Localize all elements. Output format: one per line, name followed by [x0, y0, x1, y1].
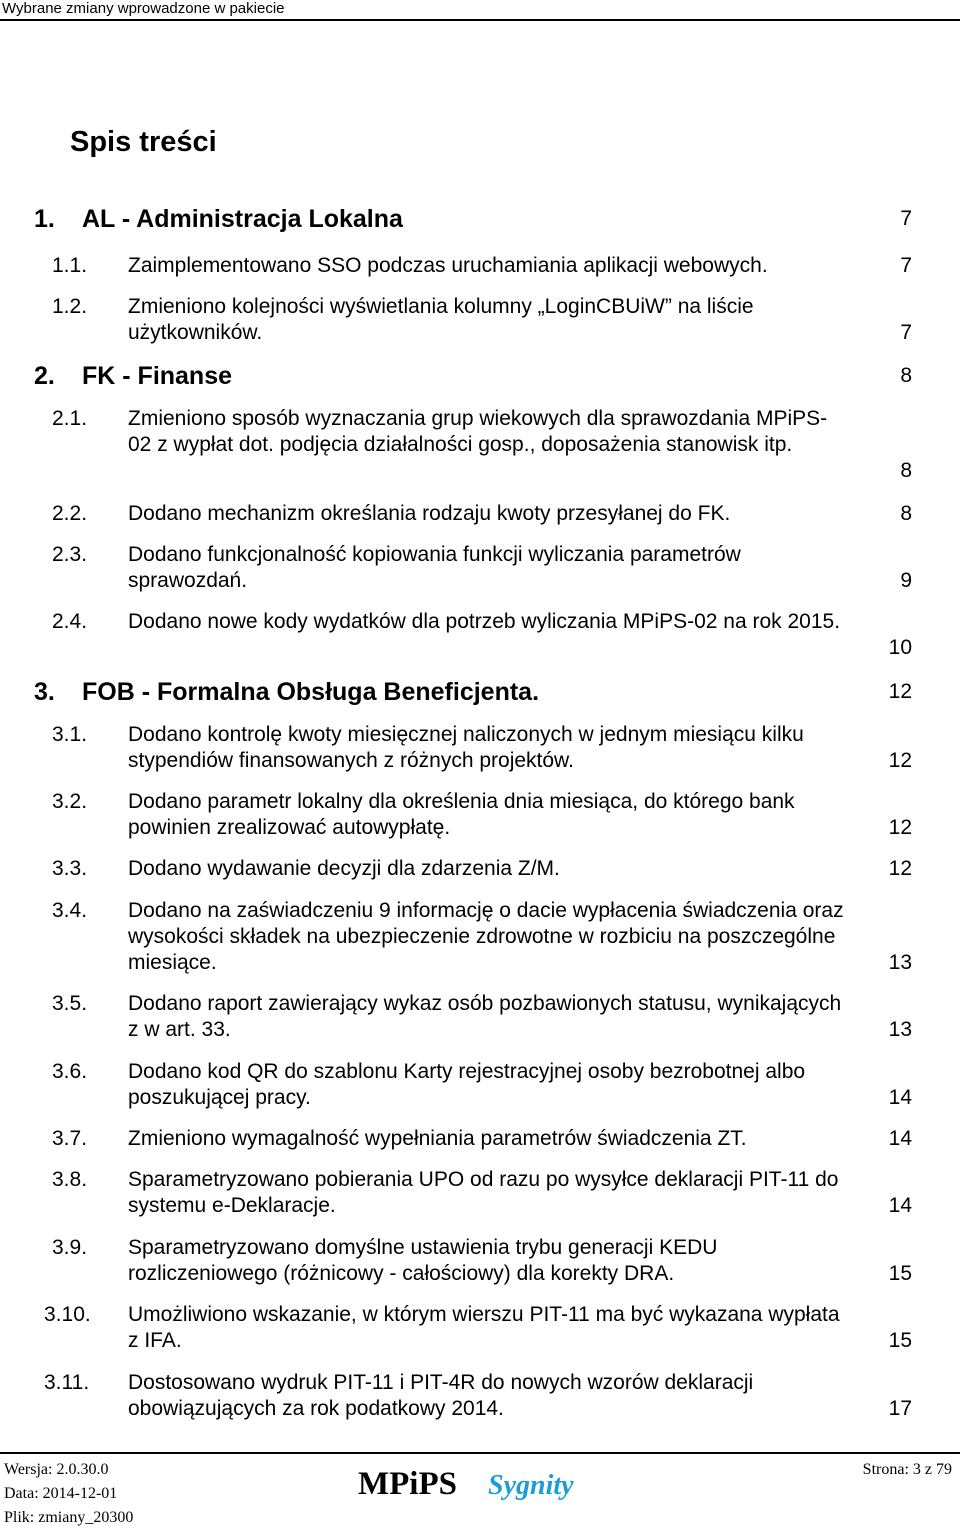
toc-entry-number: 3.9.: [52, 1236, 88, 1259]
toc-entry-text: AL - Administracja Lokalna: [82, 205, 403, 233]
toc-entry-text: Dodano kod QR do szablonu Karty rejestracyjnej osoby bezrobotnej albo poszukującej pracy.: [128, 1060, 806, 1109]
toc-entry-page: 10: [888, 636, 912, 659]
toc-entry-number: 3.4.: [52, 899, 88, 922]
toc-entry-page: 12: [888, 857, 912, 880]
toc-entry-text: Dostosowano wydruk PIT-11 i PIT-4R do nowych wzorów deklaracji obowiązujących za rok podatkowy 2014.: [128, 1371, 754, 1420]
toc-entry-page: 12: [888, 680, 912, 703]
toc-entry-page: 14: [888, 1086, 912, 1109]
header-divider: [0, 19, 960, 21]
toc-entry-text: Dodano funkcjonalność kopiowania funkcji wyliczania parametrów sprawozdań.: [128, 543, 741, 592]
toc-entry-number: 2.: [34, 362, 55, 390]
toc-entry-number: 1.2.: [52, 295, 88, 318]
page-header: [0, 0, 960, 22]
toc-entry-number: 1.: [34, 205, 55, 233]
toc-entry-number: 3.7.: [52, 1127, 88, 1150]
toc-entry-text: Dodano raport zawierający wykaz osób pozbawionych statusu, wynikających z w art. 33.: [128, 992, 842, 1041]
toc-entry-text: Dodano nowe kody wydatków dla potrzeb wyliczania MPiPS-02 na rok 2015.: [128, 610, 841, 633]
toc-entry-number: 2.4.: [52, 610, 88, 633]
toc-entry-text: Dodano na zaświadczeniu 9 informację o dacie wypłacenia świadczenia oraz wysokości składek na ubezpieczenie zdrowotne w rozbiciu na poszczególne miesiące.: [128, 899, 844, 974]
footer-file: Plik: zmiany_20300: [4, 1509, 134, 1526]
toc-entry-page: 7: [900, 207, 912, 230]
toc-entry-page: 12: [888, 749, 912, 772]
toc-entry-text: Umożliwiono wskazanie, w którym wierszu PIT-11 ma być wykazana wypłata z IFA.: [128, 1303, 840, 1352]
toc-entry-page: 13: [888, 951, 912, 974]
mpips-logo: MPiPS: [358, 1466, 457, 1502]
toc-entry-number: 3.1.: [52, 723, 88, 746]
toc-entry-page: 14: [888, 1127, 912, 1150]
sygnity-logo: Sygnity: [488, 1470, 574, 1501]
toc-entry-text: FOB - Formalna Obsługa Beneficjenta.: [82, 678, 540, 706]
toc-entry-page: 12: [888, 816, 912, 839]
toc-entry-number: 2.1.: [52, 407, 88, 430]
toc-entry-text: Zmieniono sposób wyznaczania grup wiekowych dla sprawozdania MPiPS-02 z wypłat dot. podjęcia działalności gosp., doposażenia stanowisk itp.: [128, 407, 828, 456]
toc-entry-number: 1.1.: [52, 254, 88, 277]
footer-date: Data: 2014-12-01: [4, 1485, 118, 1502]
toc-entry-text: Sparametryzowano domyślne ustawienia trybu generacji KEDU rozliczeniowego (różnicowy - całościowy) dla korekty DRA.: [128, 1236, 718, 1285]
toc-entry-number: 2.3.: [52, 543, 88, 566]
toc-entry-number: 3.10.: [44, 1303, 91, 1326]
toc-entry-page: 17: [888, 1397, 912, 1420]
toc-entry-text: Dodano mechanizm określania rodzaju kwoty przesyłanej do FK.: [128, 502, 731, 525]
toc-entry-page: 8: [900, 459, 912, 482]
toc-entry-page: 9: [900, 569, 912, 592]
toc-entry-number: 3.11.: [44, 1371, 90, 1394]
footer-divider: [0, 1452, 960, 1454]
toc-entry-text: Sparametryzowano pobierania UPO od razu po wysyłce deklaracji PIT-11 do systemu e-Deklaracje.: [128, 1168, 839, 1217]
toc-entry-text: FK - Finanse: [82, 362, 233, 390]
toc-entry-text: Dodano kontrolę kwoty miesięcznej naliczonych w jednym miesiącu kilku stypendiów finansowanych z różnych projektów.: [128, 723, 804, 772]
footer-version: Wersja: 2.0.30.0: [4, 1461, 109, 1478]
toc-entry-text: Dodano parametr lokalny dla określenia dnia miesiąca, do którego bank powinien zrealizować autowypłatę.: [128, 790, 795, 839]
toc-entry-number: 3.3.: [52, 857, 88, 880]
toc-title: Spis treści: [70, 126, 217, 158]
toc-entry-text: Zmieniono kolejności wyświetlania kolumny „LoginCBUiW” na liście użytkowników.: [128, 295, 754, 344]
toc-entry-number: 3.5.: [52, 992, 88, 1015]
toc-entry-number: 2.2.: [52, 502, 88, 525]
toc-entry-text: Zmieniono wymagalność wypełniania parametrów świadczenia ZT.: [128, 1127, 747, 1150]
header-title: Wybrane zmiany wprowadzone w pakiecie: [2, 0, 285, 17]
footer-meta: [4, 1458, 133, 1530]
toc-entry-number: 3.6.: [52, 1060, 88, 1083]
toc-entry-page: 7: [900, 254, 912, 277]
toc-entry-page: 14: [888, 1194, 912, 1217]
toc-entry-text: Zaimplementowano SSO podczas uruchamiania aplikacji webowych.: [128, 254, 768, 277]
toc-entry-page: 13: [888, 1018, 912, 1041]
toc-entry-page: 8: [900, 502, 912, 525]
toc-entry-number: 3.: [34, 678, 55, 706]
toc-entry-page: 7: [900, 321, 912, 344]
toc-entry-number: 3.8.: [52, 1168, 88, 1191]
toc-entry-page: 15: [888, 1262, 912, 1285]
footer-page-info: Strona: 3 z 79: [862, 1461, 952, 1478]
toc-entry-page: 8: [900, 364, 912, 387]
toc-entry-text: Dodano wydawanie decyzji dla zdarzenia Z/M.: [128, 857, 560, 880]
toc-entry-page: 15: [888, 1329, 912, 1352]
toc-entry-number: 3.2.: [52, 790, 88, 813]
